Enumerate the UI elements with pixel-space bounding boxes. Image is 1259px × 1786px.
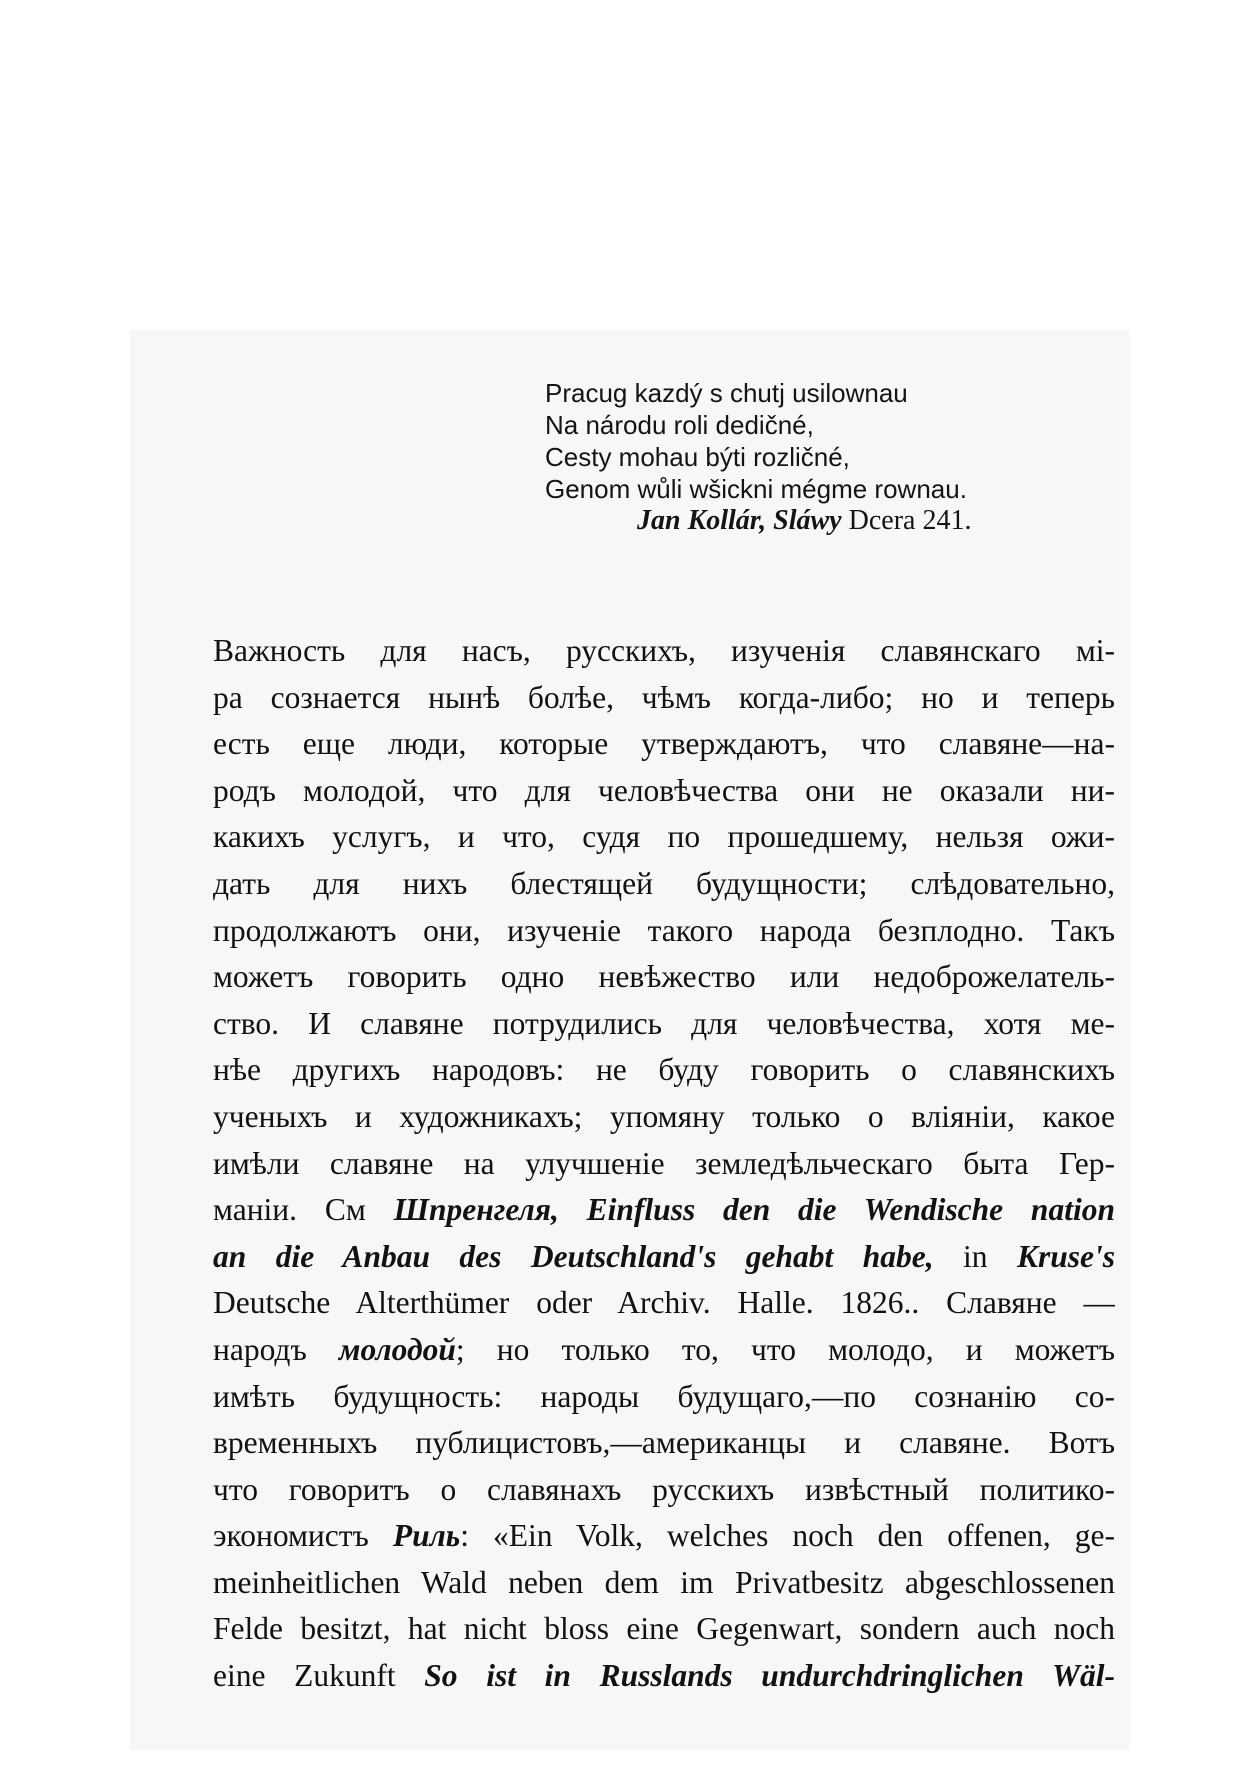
text-line: имѣть будущность: народы будущаго,—по сознанію со- xyxy=(213,1378,1115,1414)
text-line: продолжаютъ они, изученіе такого народа безплодно. Такъ xyxy=(213,912,1115,948)
text-line: можетъ говорить одно невѣжество или недоброжелатель- xyxy=(213,959,1115,995)
text-line xyxy=(213,1653,1115,1700)
epigraph-line: Pracug kazdý s chutj usilownau xyxy=(545,378,908,408)
italic-emphasis: молодой xyxy=(338,1331,456,1367)
text-line: что говоритъ о славянахъ русскихъ извѣстный политико- xyxy=(213,1471,1115,1507)
text-line: нѣе другихъ народовъ: не буду говорить о славянскихъ xyxy=(213,1052,1115,1088)
italic-citation: Шпренгеля, Einfluss den die Wendische nation xyxy=(393,1192,1115,1228)
epigraph-line: Cesty mohau býti rozličné, xyxy=(545,442,850,472)
text-line: имѣли славяне на улучшеніе земледѣльческаго быта Гер- xyxy=(213,1145,1115,1181)
text-line: есть еще люди, которые утверждаютъ, что славяне—на- xyxy=(213,726,1115,762)
text-line: временныхъ публицистовъ,—американцы и славяне. Вотъ xyxy=(213,1425,1115,1461)
text-line: Важность для насъ, русскихъ, изученія славянскаго мі- xyxy=(213,633,1115,668)
text-line xyxy=(213,1234,1115,1281)
text-line xyxy=(213,1513,1115,1560)
text-line: дать для нихъ блестящей будущности; слѣдовательно, xyxy=(213,865,1115,901)
epigraph-line: Na národu roli dedičné, xyxy=(545,410,814,440)
text-line: ра сознается нынѣ болѣе, чѣмъ когда-либо; но и теперь xyxy=(213,679,1115,715)
text-line xyxy=(213,1327,1115,1374)
text-line: родъ молодой, что для человѣчества они не оказали ни- xyxy=(213,772,1115,808)
italic-emphasis: Риль xyxy=(392,1518,461,1554)
text-segment: экономистъ xyxy=(213,1518,393,1554)
text-line: meinheitlichen Wald neben dem im Privatbesitz abgeschlossenen xyxy=(213,1564,1115,1600)
epigraph-attribution xyxy=(545,505,1065,537)
attribution-author: Jan Kollár, Sláwy xyxy=(637,505,842,536)
text-line: ученыхъ и художникахъ; упомяну только о вліяніи, какое xyxy=(213,1098,1115,1134)
text-segment: народъ xyxy=(213,1331,339,1367)
body-paragraph xyxy=(213,628,1115,1700)
text-segment: in xyxy=(933,1238,1017,1274)
text-segment: маніи. См xyxy=(213,1192,394,1228)
epigraph xyxy=(545,377,1065,537)
text-line: ство. И славяне потрудились для человѣчества, хотя ме- xyxy=(213,1005,1115,1041)
text-segment: : «Ein Volk, welches noch den offenen, ge- xyxy=(460,1518,1115,1554)
epigraph-line: Genom wůli wšickni mégme rownau. xyxy=(545,474,967,504)
text-line xyxy=(213,1187,1115,1234)
text-line: какихъ услугъ, и что, судя по прошедшему, нельзя ожи- xyxy=(213,819,1115,855)
italic-citation: Kruse's xyxy=(1016,1238,1115,1274)
text-line: Felde besitzt, hat nicht bloss eine Gegenwart, sondern auch noch xyxy=(213,1611,1115,1647)
text-segment: eine Zukunft xyxy=(213,1658,425,1694)
italic-quotation: So ist in Russlands undurchdringlichen Wäl- xyxy=(424,1658,1115,1694)
text-line: Deutsche Alterthümer oder Archiv. Halle. 1826.. Славяне — xyxy=(213,1285,1115,1321)
text-segment: ; но только то, что молодо, и можетъ xyxy=(455,1331,1115,1367)
attribution-source: Dcera 241. xyxy=(841,505,972,536)
italic-citation: an die Anbau des Deutschland's gehabt habe, xyxy=(213,1238,934,1274)
